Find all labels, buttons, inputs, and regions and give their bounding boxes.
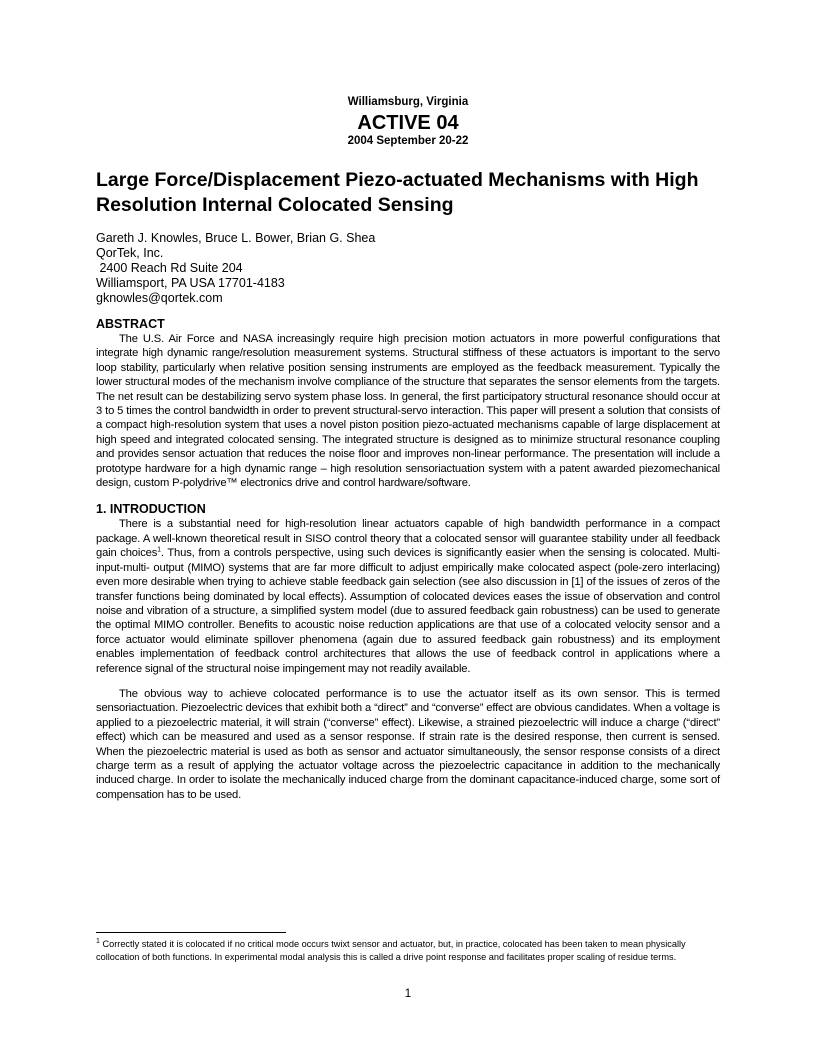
abstract-text: The U.S. Air Force and NASA increasingly require high precision motion actuators in more powerful configurations that integrate high dynamic range/resolution measurement systems. Structural stiffness of these actuators is important to the servo loop stability, particularly when relative position sensing instruments are employed as the feedback measurement. Typically the lower structural modes of the mechanism involve compliance of the structure that separates the sensor elements from the targets. The net result can be destabilizing servo system phase loss. In general, the first participatory structural resonance should occur at 3 to 5 times the control bandwidth in order to prevent structural-servo interaction. This paper will present a solution that consists of a compact high-resolution system that uses a novel piston position piezo-actuated mechanisms capable of large displacement at high speed and integrated colocated sensing. The integrated structure is designed as to minimize structural resonance coupling and provides sensor actuation that reduces the noise floor and improves non-linear performance. The presentation will include a prototype hardware for a high dynamic range – high resolution sensoriactuation system with a patent awarded piezomechanical design, custom P-polydrive™ electronics drive and control hardware/software. [96, 333, 720, 490]
intro-p1-text-b: . Thus, from a controls perspective, using such devices is significantly easier when the sensing is colocated. Multi-input-multi- output (MIMO) systems that are far more difficult to adjust empirically make colocated aspect (pole-zero interlacing) even more desirable when trying to achieve stable feedback gain selection (see also discussion in [1] of the issues of zeros of the transfer functions being dominated by local effects). Assumption of colocated devices eases the issue of observation and control noise and vibration of a structure, a simplified system model (due to assured feedback gain robustness) can be used to generate the optimal MIMO controller. Benefits to acoustic noise reduction applications are that use of a colocated velocity sensor and a force actuator would eliminate spillover phenomena (again due to assured feedback gain robustness) and its employment enables implementation of feedback control architectures that allows the use of feedback control in applications where a reference signal of the structural noise impingement may not readily available. [96, 547, 720, 675]
footnote-marker: 1 [96, 937, 100, 945]
footnote-text: Correctly stated it is colocated if no critical mode occurs twixt sensor and actuator, but, in practice, colocated has been taken to mean physically collocation of both functions. In experimental modal analysis this is called a drive point response and facilitates proper scaling of residue terms. [96, 939, 686, 962]
paper-page [96, 95, 720, 802]
author-block [96, 231, 720, 306]
footnote-divider [96, 932, 286, 933]
footnote [96, 938, 720, 963]
abstract-heading: ABSTRACT [96, 317, 165, 331]
address-line-1: 2400 Reach Rd Suite 204 [96, 261, 243, 275]
conference-header [96, 95, 720, 149]
introduction-paragraph-2: The obvious way to achieve colocated performance is to use the actuator itself as its own sensor. This is termed sensoriactuation. Piezoelectric devices that exhibit both a “direct” and “converse” effect are obvious candidates. When a voltage is applied to a piezoelectric material, it will strain (“converse” effect). Likewise, a strained piezoelectric will induce a charge (“direct” effect) which can be measured and used as a sensor response. If strain rate is the desired response, then current is sensed. When the piezoelectric material is used as both as sensor and actuator simultaneously, the sensor response consists of a direct charge term as a result of applying the actuator voltage across the piezoelectric capacitance in addition to the mechanically induced charge. In order to isolate the mechanically induced charge from the dominant capacitance-induced charge, some sort of compensation has to be used. [96, 687, 720, 801]
conference-location: Williamsburg, Virginia [347, 96, 469, 108]
intro-p1-text-a: There is a substantial need for high-resolution linear actuators capable of high bandwidth performance in a compact package. A well-known theoretical result in SISO control theory that a colocated sensor will guarantee stability under all feedback gain choices [96, 518, 720, 560]
introduction-heading: 1. INTRODUCTION [96, 502, 206, 517]
conference-name: ACTIVE 04 [357, 112, 459, 134]
affiliation: QorTek, Inc. [96, 246, 164, 260]
conference-dates: 2004 September 20-22 [347, 135, 469, 147]
introduction-paragraph-1 [96, 517, 720, 675]
author-names: Gareth J. Knowles, Bruce L. Bower, Brian G. Shea [96, 231, 376, 245]
address-line-2: Williamsport, PA USA 17701-4183 [96, 276, 285, 290]
paper-title: Large Force/Displacement Piezo-actuated Mechanisms with High Resolution Internal Colocated Sensing [96, 169, 699, 216]
page-number: 1 [404, 988, 412, 1000]
author-email: gknowles@qortek.com [96, 291, 223, 305]
footnote-reference[interactable]: 1 [157, 546, 161, 554]
